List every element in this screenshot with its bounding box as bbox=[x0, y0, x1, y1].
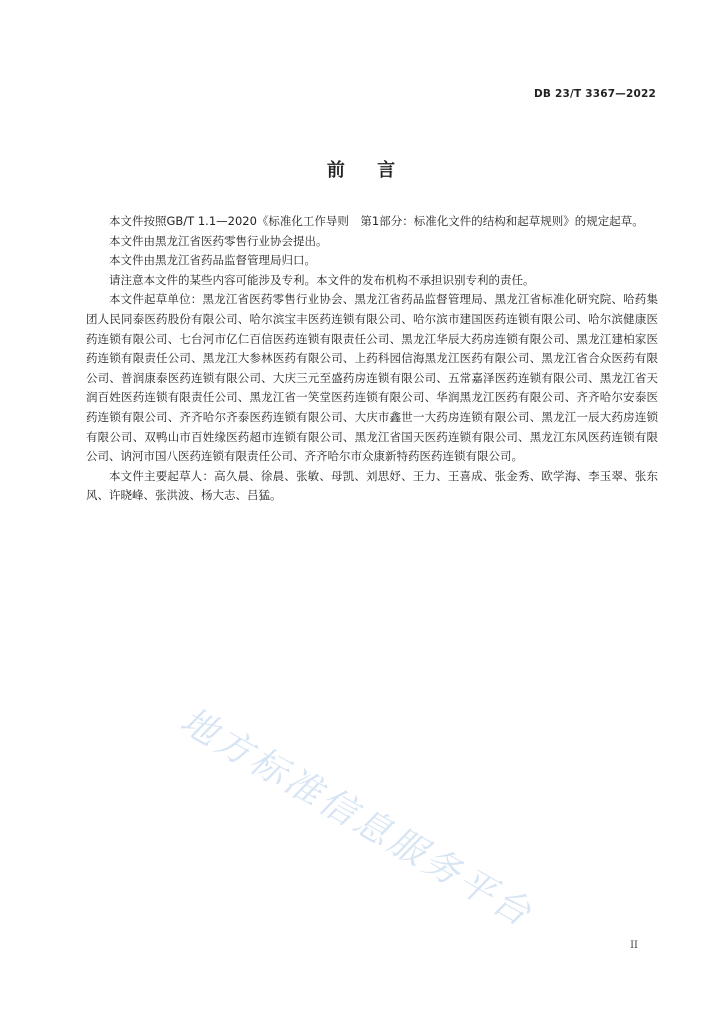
paragraph-proposed-by: 本文件由黑龙江省医药零售行业协会提出。 bbox=[109, 233, 328, 248]
page-title: 前 言 bbox=[326, 160, 398, 181]
paragraph-drafting-rules: 本文件按照GB/T 1.1—2020《标准化工作导则 第1部分：标准化文件的结构和起草规则》的规定起草。 bbox=[109, 214, 644, 228]
document-code: DB 23/T 3367—2022 bbox=[534, 88, 656, 100]
paragraph-under-jurisdiction: 本文件由黑龙江省药品监督管理局归口。 bbox=[109, 253, 316, 268]
paragraph-drafters: 本文件主要起草人：高久晨、徐晨、张敏、母凯、刘思妤、王力、王喜成、张金秀、欧学海、李玉翠、张东风、许晓峰、张洪波、杨大志、吕猛。 bbox=[86, 468, 658, 503]
paragraph-patent-notice: 请注意本文件的某些内容可能涉及专利。本文件的发布机构不承担识别专利的责任。 bbox=[109, 272, 535, 287]
page-number: II bbox=[630, 940, 638, 951]
watermark-text: 地方标准信息服务平台 bbox=[173, 700, 541, 936]
paragraph-drafting-organizations: 本文件起草单位：黑龙江省医药零售行业协会、黑龙江省药品监督管理局、黑龙江省标准化研究院、哈药集团人民同泰医药股份有限公司、哈尔滨宝丰医药连锁有限公司、哈尔滨市建国医药连锁有限公司、哈尔滨健康医药连锁有限公司、七台河市亿仁百信医药连锁有限责任公司、黑龙江华辰大药房连锁有限公司、黑龙江建柏家医药连锁有限责任公司、黑龙江大参林医药有限公司、上药科园信海黑龙江医药有限公司、黑龙江省合众医药有限公司、普润康泰医药连锁有限公司、大庆三元至盛药房连锁有限公司、五常嘉泽医药连锁有限公司、黑龙江省天润百姓医药连锁有限责任公司、黑龙江省一笑堂医药连锁有限公司、华润黑龙江医药有限公司、齐齐哈尔安泰医药连锁有限公司、齐齐哈尔齐泰医药连锁有限公司、大庆市鑫世一大药房连锁有限公司、黑龙江一辰大药房连锁有限公司、双鸭山市百姓缘医药超市连锁有限公司、黑龙江省国天医药连锁有限公司、黑龙江东风医药连锁有限公司、讷河市国八医药连锁有限责任公司、齐齐哈尔市众康新特药医药连锁有限公司。 bbox=[86, 292, 658, 464]
foreword-body bbox=[86, 212, 658, 506]
